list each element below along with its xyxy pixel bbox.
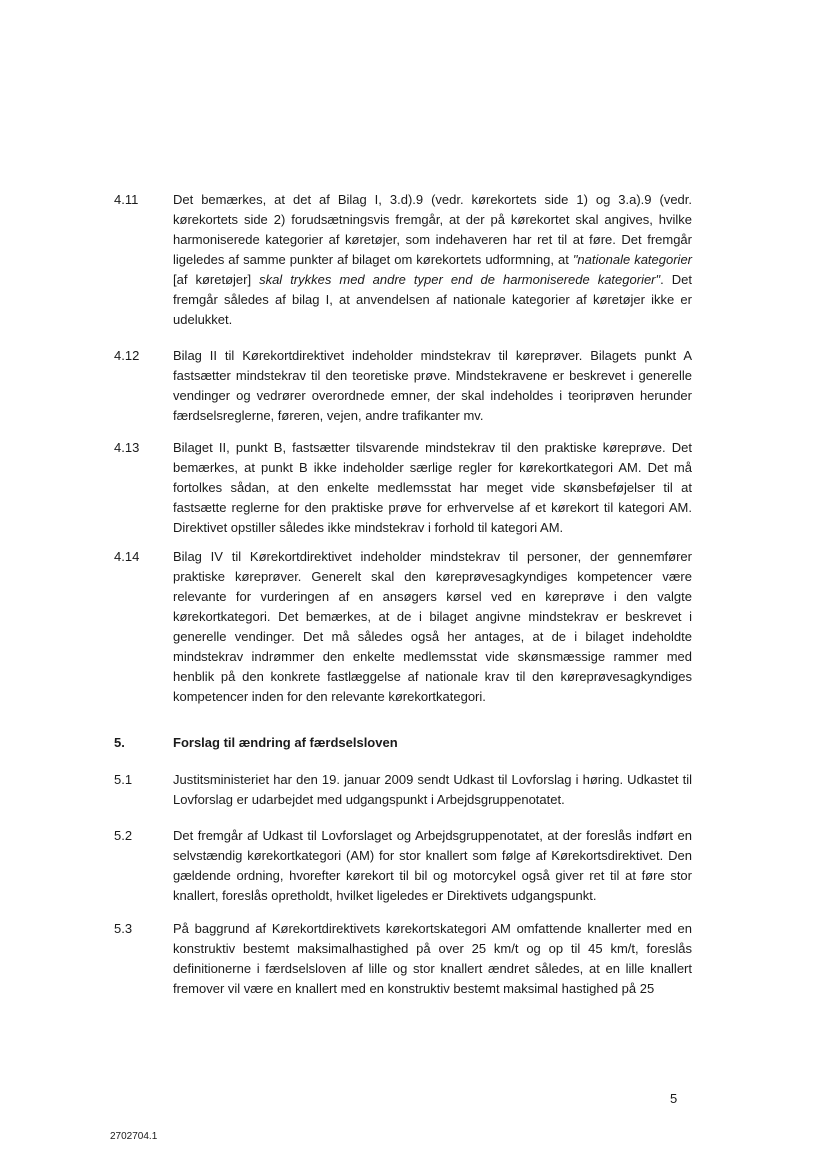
paragraph-text: Det fremgår af Udkast til Lovforslaget og Arbejdsgruppenotatet, at der foreslås indført en selvstændig kørekortkategori (AM) for stor knallert som følge af Kørekortsdirektivet. Den gældende ordning, hvorefter kørekort til bil og motorcykel også giver ret til at føre stor knallert, foreslås opretholdt, hvilket ligeledes er Direktivets udgangspunkt.	[173, 828, 692, 903]
paragraph-text: Justitsministeriet har den 19. januar 2009 sendt Udkast til Lovforslag i høring. Udkastet til Lovforslag er udarbejdet med udgangspunkt i Arbejdsgruppenotatet.	[173, 772, 692, 807]
paragraph-4-12	[114, 346, 694, 426]
paragraph-text: Bilag II til Kørekortdirektivet indeholder mindstekrav til køreprøver. Bilagets punkt A fastsætter mindstekrav til den teoretiske prøve. Mindstekravene er beskrevet i generelle vendinger og vedrører overordnede emner, der skal indeholdes i teoriprøven herunder færdselsreglerne, føreren, vejen, andre trafikanter mv.	[173, 348, 692, 423]
paragraph-number: 4.13	[114, 440, 140, 455]
paragraph-5-2	[114, 826, 694, 906]
paragraph-number: 4.14	[114, 549, 140, 564]
paragraph-5-3	[114, 919, 694, 999]
paragraph-4-14	[114, 547, 694, 707]
paragraph-4-13	[114, 438, 694, 538]
paragraph-number: 4.12	[114, 348, 140, 363]
section-title: Forslag til ændring af færdselsloven	[173, 735, 398, 750]
paragraph-4-11	[114, 190, 694, 330]
section-5-heading	[114, 733, 694, 753]
paragraph-text: På baggrund af Kørekortdirektivets kørekortskategori AM omfattende knallerter med en konstruktiv bestemt maksimalhastighed på over 25 km/t og op til 45 km/t, foreslås definitionerne i færdselsloven af lille og stor knallert ændret således, at en lille knallert fremover vil være en knallert med en konstruktiv bestemt maksimal hastighed på 25	[173, 921, 692, 996]
paragraph-text: Bilaget II, punkt B, fastsætter tilsvarende mindstekrav til den praktiske køreprøve. Det bemærkes, at punkt B ikke indeholder særlige regler for kørekortkategori AM. Det må fortolkes sådan, at den enkelte medlemsstat har meget vide skønsbeføjelser til at fastsætte reglerne for den praktiske prøve for erhvervelse af et kørekort til kategori AM. Direktivet opstiller således ikke mindstekrav i forhold til kategori AM.	[173, 440, 692, 535]
paragraph-number: 5.1	[114, 772, 133, 787]
paragraph-text: Bilag IV til Kørekortdirektivet indeholder mindstekrav til personer, der gennemfører praktiske køreprøver. Generelt skal den køreprøvesagkyndiges kompetencer være relevante for vurderingen af en ansøgers kørsel ved en køreprøve i den valgte kørekortkategori. Det bemærkes, at de i bilaget angivne mindstekrav er beskrevet i generelle vendinger. Det må således også her antages, at de i bilaget indeholdte mindstekrav indrømmer den enkelte medlemsstat vide skønsmæssige rammer med henblik på den konkrete fastlæggelse af nationale krav til den køreprøvesagkyndiges kompetencer inden for den relevante kørekortkategori.	[173, 549, 692, 704]
paragraph-5-1	[114, 770, 694, 810]
paragraph-text: Det bemærkes, at det af Bilag I, 3.d).9 (vedr. kørekortets side 1) og 3.a).9 (vedr. kørekortets side 2) forudsætningsvis fremgår, at der på kørekortet skal angives, hvilke harmoniserede kategorier af køretøjer, som indehaveren har ret til at føre. Det fremgår ligeledes af samme punkter af bilaget om kørekortets udformning, at "nationale kategorier [af køretøjer] skal trykkes med andre typer end de harmoniserede kategorier". Det fremgår således af bilag I, at anvendelsen af nationale kategorier af køretøjer ikke er udelukket.	[173, 192, 692, 327]
paragraph-number: 5.3	[114, 921, 133, 936]
page-number: 5	[670, 1091, 678, 1106]
paragraph-number: 4.11	[114, 192, 139, 207]
section-number: 5.	[114, 735, 125, 750]
document-id: 2702704.1	[110, 1131, 158, 1142]
paragraph-number: 5.2	[114, 828, 133, 843]
